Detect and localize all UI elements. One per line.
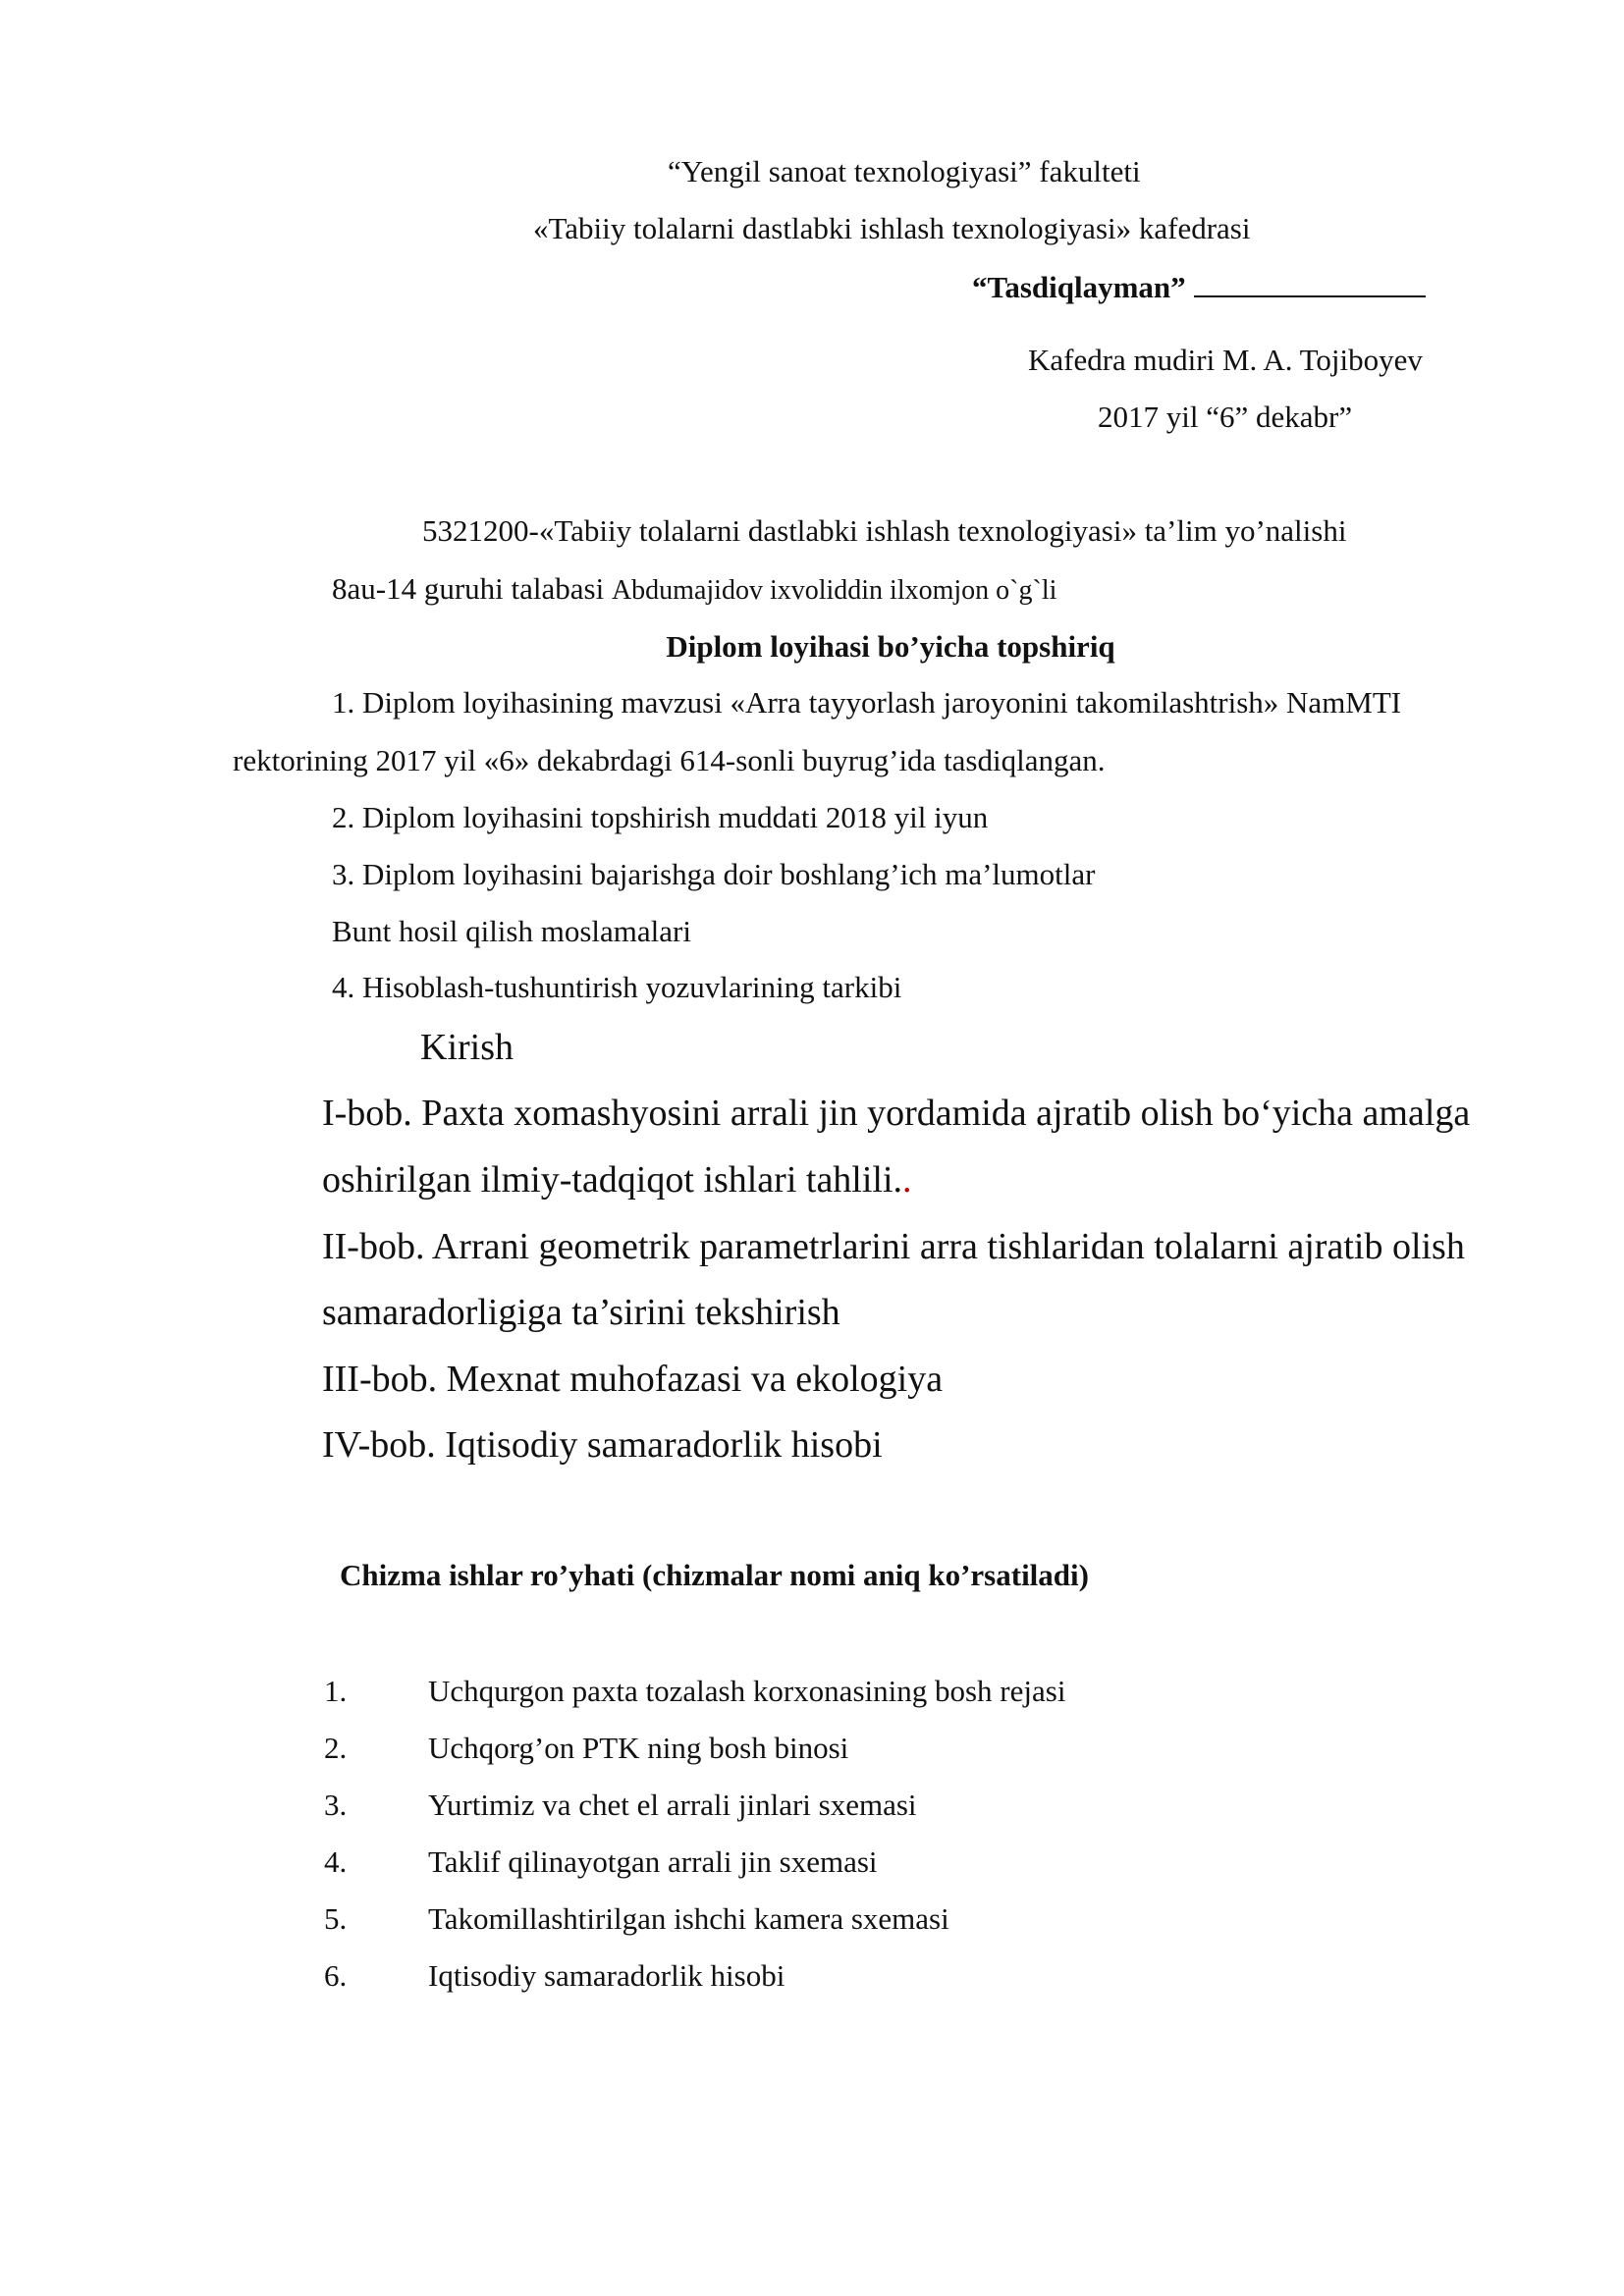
chapter-1-line1: I-bob. Paxta xomashyosini arrali jin yordamida ajratib olish bo‘yicha amalga (322, 1093, 1471, 1134)
department-line: «Tabiiy tolalarni dastlabki ishlash texnologiyasi» kafedrasi (533, 211, 1251, 245)
chapter-4: IV-bob. Iqtisodiy samaradorlik hisobi (322, 1424, 883, 1466)
approval-line (972, 269, 1426, 306)
drawings-title: Chizma ishlar ro’yhati (chizmalar nomi aniq ko’rsatiladi) (340, 1558, 1089, 1592)
group-prefix: 8au-14 guruhi talabasi (332, 571, 605, 606)
task-item-3-detail: Bunt hosil qilish moslamalari (332, 914, 691, 948)
chapter-3: III-bob. Mexnat muhofazasi va ekologiya (322, 1359, 944, 1400)
task-item-1-line2: rektorining 2017 yil «6» dekabrdagi 614-sonli buyrug’ida tasdiqlangan. (233, 743, 1106, 777)
task-item-3: 3. Diplom loyihasini bajarishga doir boshlang’ich ma’lumotlar (332, 857, 1096, 891)
contents-intro: Kirish (420, 1027, 514, 1068)
approval-date: 2017 yil “6” dekabr” (1098, 400, 1353, 434)
signature-line (1194, 270, 1426, 297)
task-item-1-line1: 1. Diplom loyihasining mavzusi «Arra tayyorlash jaroyonini takomilashtrish» NamMTI (332, 685, 1402, 720)
direction-line: 5321200-«Tabiiy tolalarni dastlabki ishlash texnologiyasi» ta’lim yo’nalishi (422, 513, 1347, 548)
chapter-1-line2 (322, 1157, 912, 1202)
student-name: Abdumajidov ixvoliddin ilxomjon o`g`li (611, 575, 1057, 606)
drawing-item-text: Takomillashtirilgan ishchi kamera sxemasi (428, 1901, 949, 1936)
chapter-2-line2: samaradorligiga ta’sirini tekshirish (322, 1292, 840, 1333)
task-item-2: 2. Diplom loyihasini topshirish muddati 2018 yil iyun (332, 800, 989, 834)
drawing-item-number: 3. (324, 1788, 348, 1822)
drawing-item-number: 1. (324, 1674, 348, 1708)
drawing-item-text: Taklif qilinayotgan arrali jin sxemasi (428, 1844, 878, 1879)
drawing-item-text: Yurtimiz va chet el arrali jinlari sxemasi (428, 1788, 917, 1822)
drawing-item-text: Uchqorg’on PTK ning bosh binosi (428, 1731, 849, 1765)
faculty-line: “Yengil sanoat texnologiyasi” fakulteti (668, 154, 1141, 188)
drawing-item-text: Iqtisodiy samaradorlik hisobi (428, 1958, 785, 1993)
chapter-2-line1: II-bob. Arrani geometrik parametrlarini arra tishlaridan tolalarni ajratib olish (322, 1226, 1465, 1267)
head-of-department: Kafedra mudiri M. A. Tojiboyev (1028, 343, 1423, 377)
drawing-item-number: 6. (324, 1958, 348, 1993)
drawing-item-number: 2. (324, 1731, 348, 1765)
student-line (332, 570, 1056, 610)
drawing-item-number: 4. (324, 1844, 348, 1879)
drawing-item-number: 5. (324, 1901, 348, 1936)
task-item-4: 4. Hisoblash-tushuntirish yozuvlarining tarkibi (332, 970, 902, 1004)
drawing-item-text: Uchqurgon paxta tozalash korxonasining bosh rejasi (428, 1674, 1066, 1708)
chapter-1-red-dot: . (902, 1159, 912, 1201)
chapter-1-line2-text: oshirilgan ilmiy-tadqiqot ishlari tahlili. (322, 1159, 903, 1201)
approval-label: “Tasdiqlayman” (972, 270, 1186, 304)
task-title: Diplom loyihasi bo’yicha topshiriq (666, 629, 1115, 664)
